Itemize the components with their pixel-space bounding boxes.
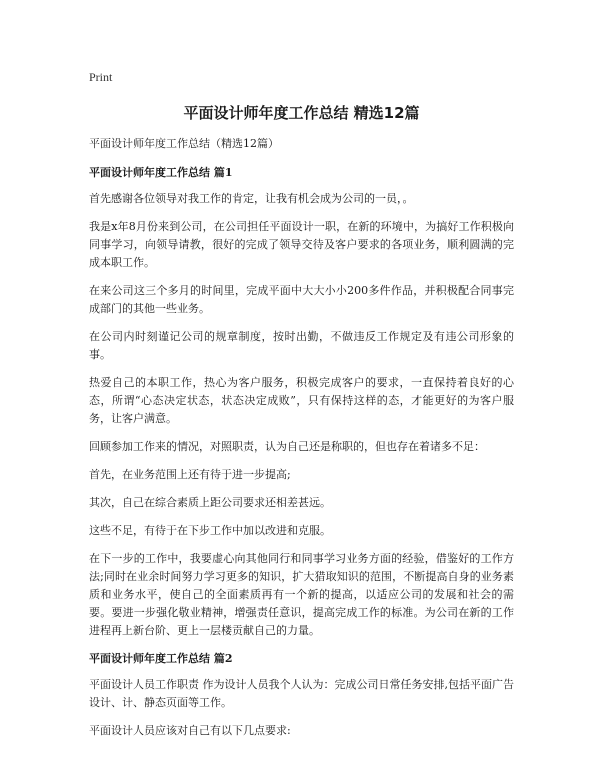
print-label: Print bbox=[89, 70, 113, 84]
paragraph: 在来公司这三个多月的时间里，完成平面中大大小小200多件作品，并积极配合同事完成部门的其他一些业务。 bbox=[89, 284, 514, 315]
paragraph: 在公司内时刻谨记公司的规章制度，按时出勤，不做违反工作规定及有违公司形象的事。 bbox=[89, 330, 514, 361]
paragraph: 其次，自己在综合素质上距公司要求还相差甚远。 bbox=[89, 496, 331, 509]
document-subtitle: 平面设计师年度工作总结（精选12篇） bbox=[89, 137, 279, 150]
paragraph: 首先，在业务范围上还有待于进一步提高; bbox=[89, 468, 291, 481]
paragraph: 平面设计人员应该对自己有以下几点要求: bbox=[89, 724, 291, 737]
paragraph: 热爱自己的本职工作，热心为客户服务，积极完成客户的要求，一直保持着良好的心态，所谓“心态决定状态，状态决定成败”，只有保持这样的态，才能更好的为客户服务，让客户满意。 bbox=[89, 376, 514, 425]
section-heading: 平面设计师年度工作总结 篇1 bbox=[89, 166, 233, 179]
section-1 bbox=[89, 164, 514, 640]
section-2 bbox=[89, 650, 514, 740]
document-page bbox=[89, 68, 514, 750]
paragraph: 首先感谢各位领导对我工作的肯定，让我有机会成为公司的一员，。 bbox=[89, 192, 414, 205]
paragraph: 我是x年8月份来到公司，在公司担任平面设计一职，在新的环境中，为搞好工作积极向同事学习，向领导请教，很好的完成了领导交待及客户要求的各项业务，顺利圆满的完成本职工作。 bbox=[89, 220, 514, 269]
paragraph: 回顾参加工作来的情况，对照职责，认为自己还是称职的，但也存在着诸多不足： bbox=[89, 440, 485, 453]
paragraph: 在下一步的工作中，我要虚心向其他同行和同事学习业务方面的经验，借鉴好的工作方法;同时在业余时间努力学习更多的知识，扩大猎取知识的范围，不断提高自身的业务素质和业务水平，使自己的全面素质再有一个新的提高，以适应公司的发展和社会的需要。要进一步强化敬业精神，增强责任意识，提高完成工作的标准。为公司在新的工作进程再上新台阶、更上一层楼贡献自己的力量。 bbox=[89, 552, 514, 637]
paragraph: 这些不足，有待于在下步工作中加以改进和克服。 bbox=[89, 524, 331, 537]
section-heading: 平面设计师年度工作总结 篇2 bbox=[89, 652, 233, 665]
paragraph: 平面设计人员工作职责 作为设计人员我个人认为：完成公司日常任务安排,包括平面广告设计、计、静态页面等工作。 bbox=[89, 678, 514, 709]
document-title: 平面设计师年度工作总结 精选12篇 bbox=[183, 104, 420, 122]
